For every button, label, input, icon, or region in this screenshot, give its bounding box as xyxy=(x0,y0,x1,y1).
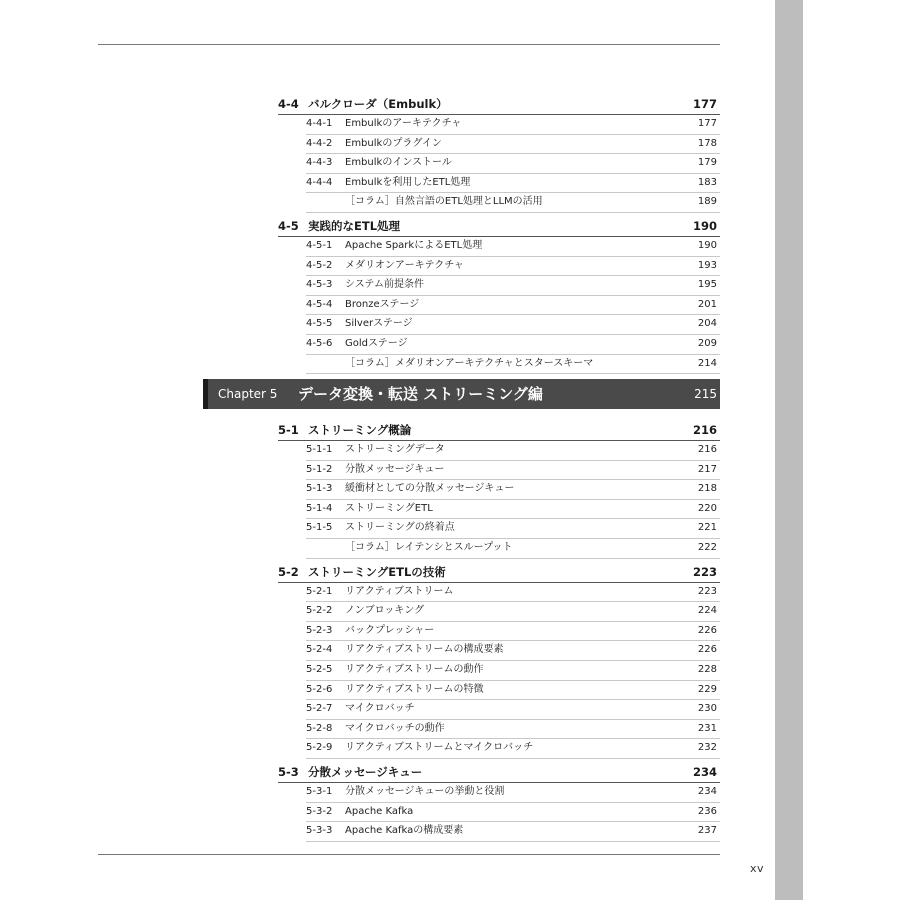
section-number: 4-5 xyxy=(278,218,299,233)
side-margin-strip xyxy=(775,0,803,900)
chapter-page: 215 xyxy=(694,387,717,401)
entry-title: Apache SparkによるETL処理 xyxy=(345,239,483,251)
entry-title: Silverステージ xyxy=(345,318,413,330)
entry-number: 5-3-3 xyxy=(306,825,333,837)
entry-page: 220 xyxy=(697,502,717,514)
entry-page: 232 xyxy=(697,742,717,754)
entry-title: Embulkのインストール xyxy=(345,157,452,169)
entry-title: ［コラム］メダリオンアーキテクチャとスタースキーマ xyxy=(345,357,594,369)
toc-entry-row[interactable] xyxy=(306,803,720,823)
toc-section-row[interactable] xyxy=(278,763,720,783)
entry-title: Apache Kafka xyxy=(345,805,414,817)
entry-number: 4-4-3 xyxy=(306,157,333,169)
toc-entry-row[interactable] xyxy=(306,622,720,642)
entry-number: 5-3-1 xyxy=(306,785,333,797)
entry-page: 193 xyxy=(697,259,717,271)
entry-number: 5-2-7 xyxy=(306,703,333,715)
entry-page: 234 xyxy=(697,785,717,797)
entry-page: 204 xyxy=(697,318,717,330)
entry-number: 5-2-9 xyxy=(306,742,333,754)
toc-entry-row[interactable] xyxy=(306,822,720,842)
section-number: 4-4 xyxy=(278,97,299,111)
section-page: 190 xyxy=(692,218,717,233)
toc-entry-row[interactable] xyxy=(306,783,720,803)
toc-entry-row[interactable] xyxy=(306,135,720,155)
entry-title: リアクティブストリームの特徴 xyxy=(345,683,484,695)
entry-title: マイクロバッチの動作 xyxy=(345,722,445,734)
entry-title: リアクティブストリームとマイクロバッチ xyxy=(345,742,534,754)
toc-entry-row[interactable] xyxy=(306,539,720,559)
entry-number: 5-1-4 xyxy=(306,502,333,514)
entry-number: 5-2-8 xyxy=(306,722,333,734)
entry-page: 226 xyxy=(697,644,717,656)
entry-title: メダリオンアーキテクチャ xyxy=(345,259,464,271)
entry-page: 190 xyxy=(697,239,717,251)
entry-page: 218 xyxy=(697,483,717,495)
entry-number: 4-5-1 xyxy=(306,239,333,251)
entry-page: 214 xyxy=(697,357,717,369)
toc-entry-row[interactable] xyxy=(306,461,720,481)
chapter-marker xyxy=(203,379,208,409)
entry-title: Embulkのプラグイン xyxy=(345,137,442,149)
toc-entry-row[interactable] xyxy=(306,335,720,355)
entry-number: 5-2-4 xyxy=(306,644,333,656)
section-page: 234 xyxy=(692,764,717,779)
toc-entry-row[interactable] xyxy=(306,480,720,500)
entry-number: 5-3-2 xyxy=(306,805,333,817)
entry-number: 4-5-6 xyxy=(306,337,333,349)
entry-page: 201 xyxy=(697,298,717,310)
toc-entry-row[interactable] xyxy=(306,257,720,277)
toc-entry-row[interactable] xyxy=(306,681,720,701)
entry-title: Goldステージ xyxy=(345,337,408,349)
section-title: ストリーミングETLの技術 xyxy=(308,564,446,579)
entry-number: 5-1-5 xyxy=(306,522,333,534)
toc-entry-row[interactable] xyxy=(306,641,720,661)
section-title: 実践的なETL処理 xyxy=(308,218,401,233)
entry-page: 177 xyxy=(697,118,717,129)
toc-entry-row[interactable] xyxy=(306,519,720,539)
entry-page: 183 xyxy=(697,176,717,188)
toc-entry-row[interactable] xyxy=(306,276,720,296)
entry-title: Bronzeステージ xyxy=(345,298,420,310)
section-page: 223 xyxy=(692,564,717,579)
entry-number: 5-2-3 xyxy=(306,624,333,636)
entry-page: 209 xyxy=(697,337,717,349)
page-folio: xv xyxy=(750,862,765,875)
entry-title: 分散メッセージキュー xyxy=(345,463,445,475)
entry-page: 179 xyxy=(697,157,717,169)
entry-number: 5-2-2 xyxy=(306,605,333,617)
entry-number: 4-4-1 xyxy=(306,118,333,129)
toc-section-row[interactable] xyxy=(278,421,720,441)
entry-page: 189 xyxy=(697,196,717,208)
entry-title: ［コラム］レイテンシとスループット xyxy=(345,541,513,553)
entry-number: 5-2-1 xyxy=(306,585,333,597)
entry-title: Apache Kafkaの構成要素 xyxy=(345,825,464,837)
entry-page: 222 xyxy=(697,541,717,553)
entry-title: ノンブロッキング xyxy=(345,605,425,617)
entry-page: 216 xyxy=(697,444,717,455)
entry-page: 223 xyxy=(697,585,717,597)
entry-number: 5-1-1 xyxy=(306,444,333,455)
toc-entry-row[interactable] xyxy=(306,355,720,375)
toc-entry-row[interactable] xyxy=(306,193,720,213)
entry-number: 5-2-5 xyxy=(306,663,333,675)
entry-page: 221 xyxy=(697,522,717,534)
toc-block-chapter-4 xyxy=(278,95,720,374)
toc-block-chapter-5 xyxy=(278,421,720,842)
toc-entry-row[interactable] xyxy=(306,583,720,603)
entry-page: 229 xyxy=(697,683,717,695)
entry-number: 4-5-3 xyxy=(306,279,333,291)
entry-title: ストリーミングの終着点 xyxy=(345,522,455,534)
chapter-heading-bar[interactable] xyxy=(203,379,720,409)
section-number: 5-3 xyxy=(278,764,299,779)
toc-section-row[interactable] xyxy=(278,217,720,237)
entry-number: 4-5-5 xyxy=(306,318,333,330)
entry-title: ［コラム］自然言語のETL処理とLLMの活用 xyxy=(345,196,543,208)
entry-page: 231 xyxy=(697,722,717,734)
entry-title: システム前提条件 xyxy=(345,279,424,291)
toc-entry-row[interactable] xyxy=(306,720,720,740)
entry-title: ストリーミングETL xyxy=(345,502,433,514)
entry-page: 178 xyxy=(697,137,717,149)
chapter-label: Chapter 5 xyxy=(218,387,278,401)
entry-title: 分散メッセージキューの挙動と役割 xyxy=(345,785,505,797)
entry-page: 228 xyxy=(697,663,717,675)
entry-title: リアクティブストリームの構成要素 xyxy=(345,644,504,656)
toc-entry-row[interactable] xyxy=(306,661,720,681)
entry-title: ストリーミングデータ xyxy=(345,444,445,455)
entry-page: 230 xyxy=(697,703,717,715)
section-page: 177 xyxy=(692,97,717,111)
toc-section-row[interactable] xyxy=(278,95,720,115)
toc-entry-row[interactable] xyxy=(306,154,720,174)
entry-title: リアクティブストリームの動作 xyxy=(345,663,484,675)
entry-page: 236 xyxy=(697,805,717,817)
entry-title: Embulkを利用したETL処理 xyxy=(345,176,471,188)
toc-entry-row[interactable] xyxy=(306,115,720,135)
top-rule xyxy=(98,44,720,45)
entry-number: 5-1-3 xyxy=(306,483,333,495)
toc-entry-row[interactable] xyxy=(306,500,720,520)
entry-number: 5-1-2 xyxy=(306,463,333,475)
entry-number: 5-2-6 xyxy=(306,683,333,695)
entry-page: 224 xyxy=(697,605,717,617)
entry-title: 緩衝材としての分散メッセージキュー xyxy=(345,483,515,495)
section-title: バルクローダ（Embulk） xyxy=(308,97,448,111)
entry-number: 4-5-2 xyxy=(306,259,333,271)
bottom-rule xyxy=(98,854,720,855)
section-number: 5-1 xyxy=(278,423,299,437)
entry-title: バックプレッシャー xyxy=(345,624,435,636)
entry-number: 4-4-4 xyxy=(306,176,333,188)
entry-number: 4-5-4 xyxy=(306,298,333,310)
toc-entry-row[interactable] xyxy=(306,602,720,622)
section-title: ストリーミング概論 xyxy=(308,423,412,437)
entry-page: 226 xyxy=(697,624,717,636)
entry-page: 195 xyxy=(697,279,717,291)
toc-entry-row[interactable] xyxy=(306,739,720,759)
entry-title: Embulkのアーキテクチャ xyxy=(345,118,462,129)
toc-entry-row[interactable] xyxy=(306,315,720,335)
toc-entry-row[interactable] xyxy=(306,296,720,316)
section-page: 216 xyxy=(692,423,717,437)
toc-section-row[interactable] xyxy=(278,563,720,583)
entry-page: 217 xyxy=(697,463,717,475)
section-number: 5-2 xyxy=(278,564,299,579)
section-title: 分散メッセージキュー xyxy=(308,764,423,779)
entry-page: 237 xyxy=(697,825,717,837)
entry-title: マイクロバッチ xyxy=(345,703,415,715)
toc-entry-row[interactable] xyxy=(306,237,720,257)
chapter-title: データ変換・転送 ストリーミング編 xyxy=(298,385,543,403)
toc-entry-row[interactable] xyxy=(306,441,720,461)
toc-entry-row[interactable] xyxy=(306,174,720,194)
entry-number: 4-4-2 xyxy=(306,137,333,149)
entry-title: リアクティブストリーム xyxy=(345,585,454,597)
toc-entry-row[interactable] xyxy=(306,700,720,720)
